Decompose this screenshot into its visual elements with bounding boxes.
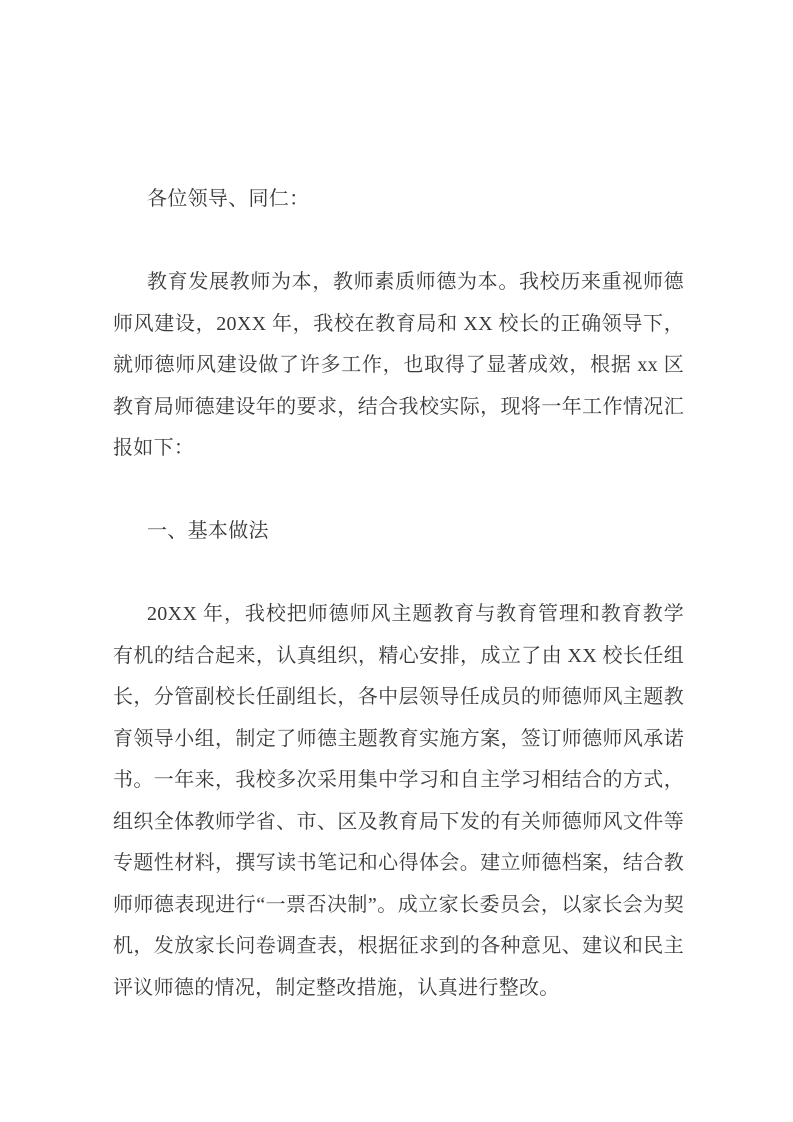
paragraph-basic-practices: 20XX 年，我校把师德师风主题教育与教育管理和教育教学有机的结合起来，认真组织，精心安排，成立了由 XX 校长任组长，分管副校长任副组长，各中层领导任成员的师德师风主题教育领导小组，制定了师德主题教育实施方案，签订师德师风承诺书。一年来，我校多次采用集中学习和自主学习相结合的方式，组织全体教师学省、市、区及教育局下发的有关师德师风文件等专题性材料，撰写读书笔记和心得体会。建立师德档案，结合教师师德表现进行“一票否决制”。成立家长委员会，以家长会为契机，发放家长问卷调查表，根据征求到的各种意见、建议和民主评议师德的情况，制定整改措施，认真进行整改。 (113, 603, 684, 999)
paragraph-intro: 教育发展教师为本，教师素质师德为本。我校历来重视师德师风建设，20XX 年，我校在教育局和 XX 校长的正确领导下，就师德师风建设做了许多工作，也取得了显著成效，根据 xx 区教育局师德建设年的要求，结合我校实际，现将一年工作情况汇报如下： (113, 271, 684, 459)
document-body (113, 179, 684, 1009)
salutation: 各位领导、同仁： (147, 188, 310, 210)
section-heading-basic-practices: 一、基本做法 (147, 520, 269, 542)
